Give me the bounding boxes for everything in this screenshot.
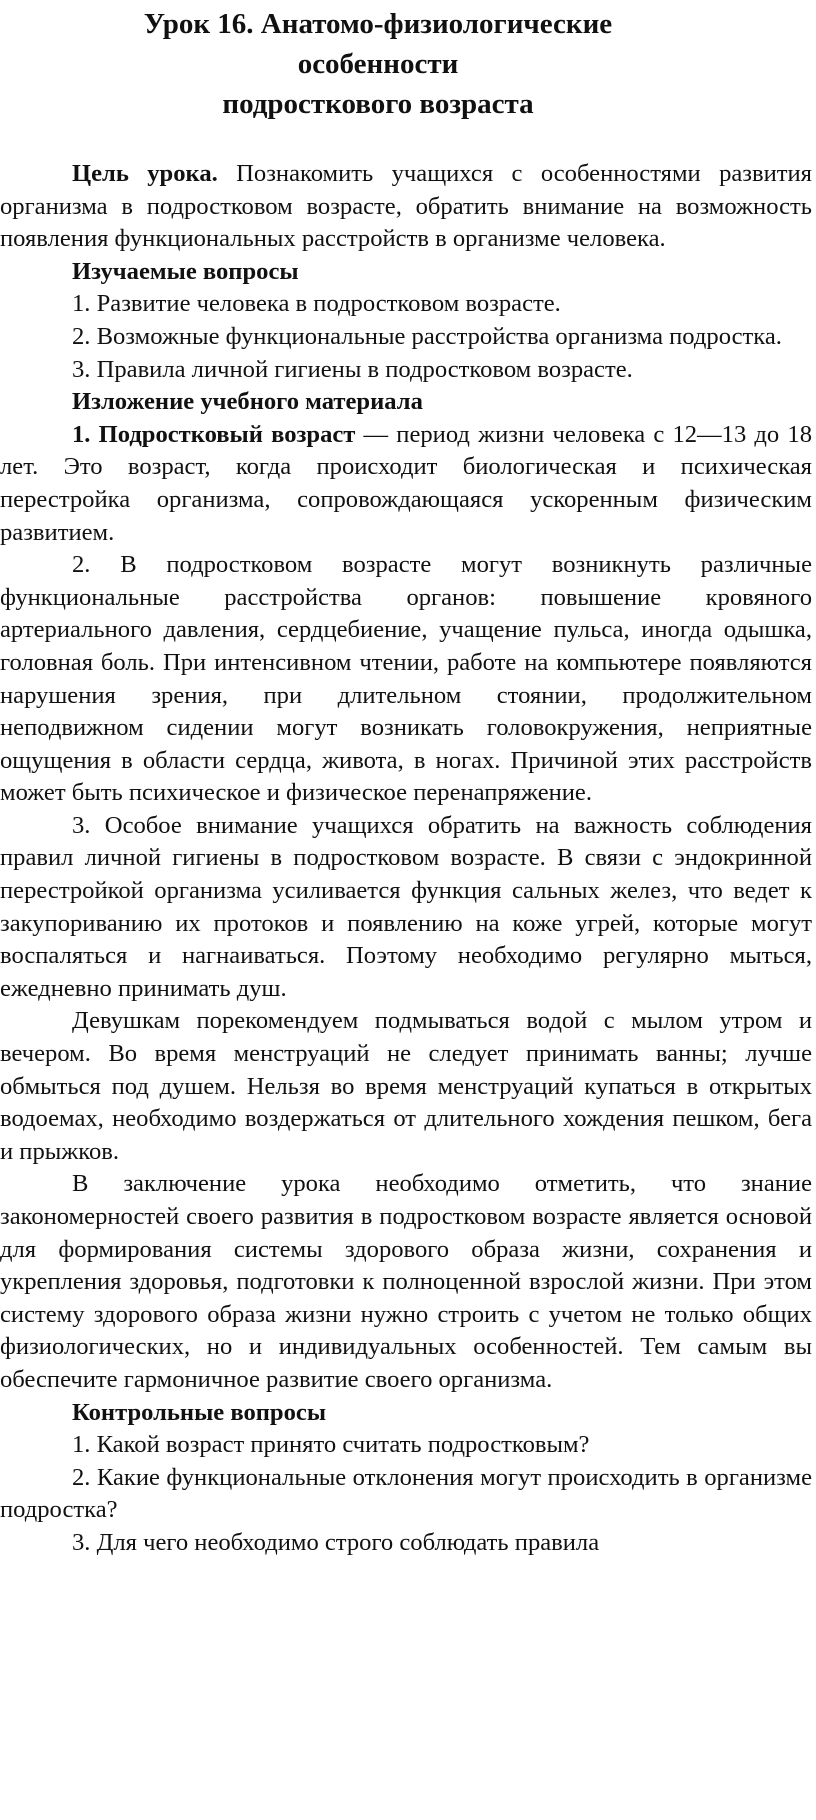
material-paragraph-3: 3. Особое внимание учащихся обратить на важность соблюдения правил личной гигиены в подростковом возрасте. В связи с эндокринной перестройкой организма усиливается функция сальных желез, что ведет к закупориванию их протоков и появлению на коже угрей, которые могут воспаляться и нагнаиваться. Поэтому необходимо регулярно мыться, ежедневно принимать душ. bbox=[0, 811, 812, 1002]
control-question-item: 2. Какие функциональные отклонения могут происходить в организме подростка? bbox=[0, 1463, 812, 1524]
material-paragraph-1-term: 1. Подростковый возраст bbox=[72, 420, 356, 448]
lesson-goal-text: Познакомить учащихся с особенностями развития организма в подростковом возрасте, обратить внимание на возможность появления функциональных расстройств в организме человека. bbox=[0, 160, 812, 253]
studied-question-item: 3. Правила личной гигиены в подростковом возрасте. bbox=[72, 355, 633, 383]
control-questions-heading: Контрольные вопросы bbox=[72, 1398, 327, 1426]
lesson-title bbox=[0, 4, 816, 124]
lesson-goal-label: Цель урока. bbox=[72, 160, 218, 187]
material-paragraph-1-text: — период жизни человека с 12—13 до 18 лет. Это возраст, когда происходит биологическая и психическая перестройка организма, сопровождающаяся ускоренным физическим развитием. bbox=[0, 420, 812, 546]
lesson-title-line-2: особенности bbox=[297, 48, 459, 80]
material-heading: Изложение учебного материала bbox=[72, 388, 423, 416]
lesson-title-line-1: Урок 16. Анатомо-физиологические bbox=[143, 8, 613, 40]
material-paragraph-4: Девушкам порекомендуем подмываться водой с мылом утром и вечером. Во время менструаций не следует принимать ванны; лучше обмыться под душем. Нельзя во время менструаций купаться в открытых водоемах, необходимо воздержаться от длительного хождения пешком, бега и прыжков. bbox=[0, 1007, 812, 1165]
material-paragraph-5: В заключение урока необходимо отметить, что знание закономерностей своего развития в подростковом возрасте является основой для формирования системы здорового образа жизни, сохранения и укрепления здоровья, подготовки к полноценной взрослой жизни. При этом систему здорового образа жизни нужно строить с учетом не только общих физиологических, но и индивидуальных особенностей. Тем самым вы обеспечите гармоничное развитие своего организма. bbox=[0, 1170, 812, 1393]
lesson-body bbox=[0, 158, 816, 1560]
lesson-title-line-3: подросткового возраста bbox=[222, 88, 534, 120]
studied-questions-heading: Изучаемые вопросы bbox=[72, 257, 299, 285]
lesson-goal bbox=[0, 158, 812, 256]
material-paragraph-2: 2. В подростковом возрасте могут возникнуть различные функциональные расстройства органов: повышение кровяного артериального давления, сердцебиение, учащение пульса, иногда одышка, головная боль. При интенсивном чтении, работе на компьютере появляются нарушения зрения, при длительном стоянии, продолжительном неподвижном сидении могут возникать головокружения, неприятные ощущения в области сердца, живота, в ногах. Причиной этих расстройств может быть психическое и физическое перенапряжение. bbox=[0, 551, 812, 807]
studied-question-item: 1. Развитие человека в подростковом возрасте. bbox=[72, 290, 561, 318]
material-paragraph-1 bbox=[0, 419, 812, 549]
studied-question-item: 2. Возможные функциональные расстройства организма подростка. bbox=[72, 322, 782, 350]
control-question-item: 3. Для чего необходимо строго соблюдать правила bbox=[72, 1528, 600, 1556]
control-question-item: 1. Какой возраст принято считать подростковым? bbox=[72, 1431, 590, 1459]
